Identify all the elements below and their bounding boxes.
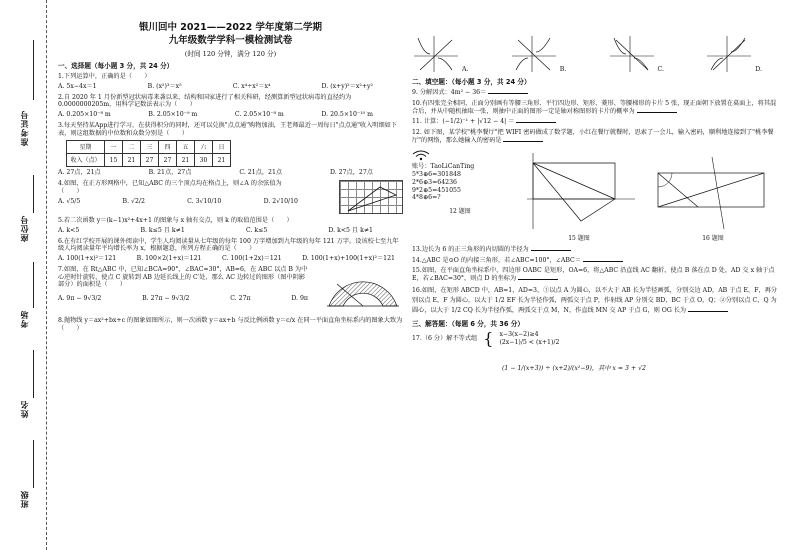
q1-stem: 1.下列运算中，正确的是（ ）: [58, 73, 151, 81]
section3-title: 三、解答题：（每题 6 分，共 36 分）: [412, 319, 524, 328]
left-column: [58, 0, 403, 550]
wifi-line-2: 2*6⊕3=64236: [412, 178, 457, 186]
q5-option-c[interactable]: C. k≤5: [245, 226, 268, 234]
q8-option-c-label: C.: [657, 66, 664, 74]
question-17: [412, 328, 782, 348]
q3-income-table: [66, 140, 231, 167]
q1-option-c[interactable]: C. x⁴÷x²＝x⁴: [232, 82, 271, 90]
question-5: [58, 217, 403, 235]
exam-id-line[interactable]: [33, 40, 34, 100]
q3-option-a[interactable]: A. 27点，21点: [58, 169, 101, 177]
q2-option-d[interactable]: D. 20.5×10⁻¹⁰ m: [321, 111, 373, 119]
q6-option-a[interactable]: A. 100(1+x)²＝121: [58, 255, 117, 263]
q3-head-cell: 日: [213, 141, 231, 154]
fig16: [650, 149, 776, 243]
q5-option-b[interactable]: B. k≤5 且 k≠1: [140, 226, 185, 234]
question-16: [412, 286, 782, 316]
q3-value-cell: 30: [195, 154, 213, 167]
q2-options: [58, 111, 403, 119]
q3-value-cell: 15: [105, 154, 123, 167]
fig15: [519, 149, 639, 243]
q3-table-head-row: [67, 141, 231, 154]
q4-option-d[interactable]: D. 2√10/10: [263, 197, 298, 205]
fig12-caption: 12 题图: [449, 208, 471, 216]
q4-grid-figure: [339, 180, 403, 214]
exam-info: (时间 120 分钟，满分 120 分): [184, 49, 277, 58]
wifi-line-3: 9*2⊕5=451055: [412, 186, 461, 194]
question-14: [412, 257, 782, 265]
q7-option-c[interactable]: C. 27π: [230, 295, 251, 303]
q14-stem: 14.△ABC 是⊙O 的内接三角形，若∠ABC=100°，∠ABC＝: [412, 256, 581, 264]
q2-stem: 2.自 2020 年 1 月份新型冠状病毒来袭以来，结构和国家进行了相关科研，经测算新型冠状病毒的直径约为 0.0000000205m，用科学记数法表示为（ ）: [58, 93, 352, 109]
question-1: [58, 73, 403, 91]
q2-option-a[interactable]: A. 0.205×10⁻⁸ m: [58, 111, 111, 119]
question-10: [412, 100, 782, 116]
q9-answer-blank[interactable]: [488, 93, 528, 94]
q1-option-a[interactable]: A. 5x−4x＝1: [58, 82, 97, 90]
room-line[interactable]: [33, 262, 34, 308]
question-18: [412, 365, 782, 373]
q12-answer-blank[interactable]: [503, 141, 543, 142]
fig15-caption: 15 题图: [568, 235, 590, 243]
question-3: [58, 122, 403, 177]
question-11: [412, 118, 782, 126]
question-4: [58, 180, 403, 214]
question-6: [58, 238, 403, 263]
binding-dashed-line: [46, 0, 47, 550]
q7-option-d[interactable]: D. 9π: [291, 295, 308, 303]
q1-options: [58, 83, 403, 91]
fig15-rectangle-fold: [519, 149, 639, 233]
question-13: [412, 246, 782, 254]
q4-options: [58, 198, 298, 206]
q3-value-cell: 收入（点）: [67, 154, 105, 167]
question-12: [412, 129, 782, 145]
seat-label: 座位号: [20, 215, 29, 242]
q5-option-a[interactable]: A. k<5: [58, 226, 80, 234]
q3-value-cell: 21: [213, 154, 231, 167]
question-7: [58, 266, 403, 314]
q1-option-d[interactable]: D. (x+y)²＝x²+y²: [321, 82, 373, 90]
name-line[interactable]: [33, 350, 34, 398]
q3-table-value-row: [67, 154, 231, 167]
q5-options: [58, 227, 403, 235]
q7-option-a[interactable]: A. 9π − 9√3/2: [58, 295, 102, 303]
q4-triangle-figure: [340, 181, 404, 215]
q7-rotation-figure: [323, 266, 403, 314]
q12-stem: 12. 如下图，某学校"桃李餐厅"把 WIFI 密码做成了数学题，小红在餐厅就餐时，思索了一会儿，输入密码，顺利地连接到了"桃李餐厅"的网络，那么她输入的密码是: [412, 129, 774, 144]
q4-option-c[interactable]: C. 3√10/10: [187, 197, 222, 205]
q17-system: [499, 331, 559, 347]
question-8: [58, 317, 403, 333]
class-label: 班级: [20, 490, 29, 508]
wifi-line-4: 4*8⊕6=?: [412, 194, 441, 202]
exam-id-label: 准考证号: [20, 110, 29, 146]
q8-option-b-label: B.: [559, 66, 567, 74]
q7-option-b[interactable]: B. 27π − 9√3/2: [142, 295, 190, 303]
q14-answer-blank[interactable]: [583, 261, 623, 262]
q6-option-b[interactable]: B. 100×2(1+x)＝121: [136, 255, 202, 263]
wifi-line-1: 5*3⊕6=301848: [412, 171, 461, 179]
q3-head-cell: 四: [159, 141, 177, 154]
q15-answer-blank[interactable]: [518, 279, 558, 280]
q8-option-d-graph[interactable]: [705, 34, 762, 74]
q17-ineq-1: x−3(x−2)≥4: [499, 331, 539, 339]
q6-stem: 6.在有红学校开展的课外阅读中，学生人均阅读量从七年级的每年 100 万字增加到九年级的每年 121 万字。设该校七至九年级人均阅读量年平均增长率为 x，根据题意，所列方程正确的是（ ）: [58, 237, 399, 253]
q6-options: [58, 255, 403, 263]
q8-option-d-label: D.: [755, 66, 762, 74]
q7-options: [58, 295, 308, 303]
q3-value-cell: 21: [123, 154, 141, 167]
question-9: [412, 89, 782, 97]
q2-option-c[interactable]: C. 2.05×10⁻⁸ m: [234, 111, 284, 119]
q17-ineq-2: (2x−1)/5 < (x+1)/2: [499, 338, 560, 346]
exam-title: 九年级数学学科一模检测试卷: [168, 34, 293, 46]
figures-12-15-16: [412, 149, 782, 243]
room-label: 考场: [20, 310, 29, 328]
q13-answer-blank[interactable]: [531, 250, 571, 251]
question-15: [412, 267, 782, 283]
q15-stem: 15.如图，在平面直角坐标系中，四边形 OABC 是矩形，OA=6，将△ABC 沿直线 AC 翻折，使点 B 落在点 D 处，AD 交 x 轴于点 E，若∠BAC=30°，则点 D 的坐标为: [412, 267, 775, 283]
q1-option-b[interactable]: B. (x²)³＝x⁵: [147, 82, 182, 90]
q16-answer-blank[interactable]: [688, 311, 728, 312]
q8-option-b-graph[interactable]: [510, 34, 567, 74]
q13-stem: 13.边长为 6 的正三角形的内切圆的半径为: [412, 245, 529, 253]
name-label: 姓名: [20, 400, 29, 418]
fig16-caption: 16 题图: [702, 235, 724, 243]
fig16-rectangle-construction: [650, 149, 776, 233]
q10-stem: 10.有四张完全相同，正面分别画有等腰三角形、平行四边形、矩形、菱形、等腰梯形的卡片 5 张，现正面朝下放置在桌面上，将其混合后，并从中随机抽取一张，则抽中正面的图形一定是轴对称图形的卡片的概率为: [412, 99, 777, 115]
q8-option-a-label: A.: [462, 66, 469, 74]
section2-title: 二、填空题：（每小题 3 分，共 24 分）: [412, 78, 531, 86]
q3-head-cell: 星期: [67, 141, 105, 154]
q8-option-graphs: [412, 34, 782, 74]
q3-value-cell: 21: [177, 154, 195, 167]
wifi-icon: [412, 149, 430, 161]
q3-value-cell: 27: [141, 154, 159, 167]
q3-option-d[interactable]: D. 27点，27点: [330, 169, 373, 177]
q3-stem: 3.每天坚持某App进行学习，在获得积分的同时，还可以兑换"点点通"购物加油，王老师最近一周每日"点点通"收入明细如下表，则这组数据的中位数和众数分别是（ ）: [58, 121, 398, 137]
section1-title: 一、选择题（每小题 3 分，共 24 分）: [58, 61, 174, 70]
q18-expression: (1 − 1/(x+3)) ÷ (x+2)/(x²−9)，其中 x = 3 + √2: [502, 364, 646, 372]
q6-option-c[interactable]: C. 100(1+2x)＝121: [222, 255, 282, 263]
q4-stem: 4.如图，在正方形网格中，已知△ABC 的三个顶点均在格点上，则∠A 的余弦值为（ ）: [58, 180, 282, 195]
q6-option-d[interactable]: D. 100(1+x)+100(1+x)²＝121: [302, 255, 395, 263]
q9-stem: 9. 分解因式：4m² − 36＝: [412, 89, 487, 97]
q3-value-cell: 27: [159, 154, 177, 167]
q3-option-c[interactable]: C. 21点，21点: [239, 169, 283, 177]
q3-head-cell: 六: [195, 141, 213, 154]
q10-answer-blank[interactable]: [637, 112, 677, 113]
q17-stem: 17.（6 分）解不等式组: [412, 335, 478, 343]
q3-options: [58, 169, 403, 177]
q3-head-cell: 三: [141, 141, 159, 154]
fig12-wifi: [412, 149, 508, 243]
q5-stem: 5.若二次函数 y＝(k−1)x²+4x+1 的图象与 x 轴有交点，则 k 的取值范围是（ ）: [58, 217, 293, 225]
school-title: 银川回中 2021——2022 学年度第二学期: [139, 22, 322, 33]
q3-head-cell: 二: [123, 141, 141, 154]
q7-stem: 7.如图，在 Rt△ABC 中，已知∠BCA=90°，∠BAC=30°，AB=6，在 ABC 以点 B 为中心逆时针旋转，使点 C 旋转到 AB 边延长线上的 C′处，那么 AC 边转过的图形（图中阴影部分）的面积是（ ）: [58, 265, 308, 289]
q16-stem: 16.如图，在矩形 ABCD 中，AB=1，AD=3，①以点 A 为圆心，以不大于 AB 长为半径画弧，分别交边 AD，AB 于点 E，F，再分别以点 E，F 为圆心，以大于 1/2 EF 长为半径作弧，两弧交于点 P，作射线 AP 分别交 BD，BC 于点 O，Q；②分别以点 C，Q 为圆心，以大于 1/2 CQ 长为半径作弧，两弧交于点 M，N，作直线 MN 交 AP 于点 G，则 OG 长为: [412, 286, 778, 314]
wifi-account: 账号：TaoLiCanTing: [412, 163, 475, 171]
q8-option-a-graph[interactable]: [412, 34, 468, 74]
q11-stem: 11. 计算：(−1/2)⁻¹ + |√12 − 4| ＝: [412, 118, 515, 126]
class-line[interactable]: [33, 440, 34, 488]
exam-header: [58, 0, 403, 58]
right-column: [412, 0, 782, 550]
q3-option-b[interactable]: B. 21点，27点: [148, 169, 192, 177]
q11-answer-blank[interactable]: [516, 122, 556, 123]
q5-option-d[interactable]: D. k<5 且 k≠1: [328, 226, 373, 234]
q8-option-c-graph[interactable]: [608, 34, 664, 74]
brace-icon: {: [483, 328, 494, 348]
binding-strip: [0, 0, 56, 550]
q3-head-cell: 五: [177, 141, 195, 154]
q4-option-a[interactable]: A. √5/5: [58, 197, 81, 205]
q8-stem: 8.抛物线 y＝ax²+bx+c 的图象如图所示，则一次函数 y＝ax+b 与反比例函数 y＝c/x 在同一平面直角坐标系内的图象大致为（ ）: [58, 316, 403, 332]
question-2: [58, 94, 403, 119]
q3-head-cell: 一: [105, 141, 123, 154]
q4-option-b[interactable]: B. √2/2: [122, 197, 145, 205]
q2-option-b[interactable]: B. 2.05×10⁻⁹ m: [148, 111, 198, 119]
seat-line[interactable]: [33, 175, 34, 213]
